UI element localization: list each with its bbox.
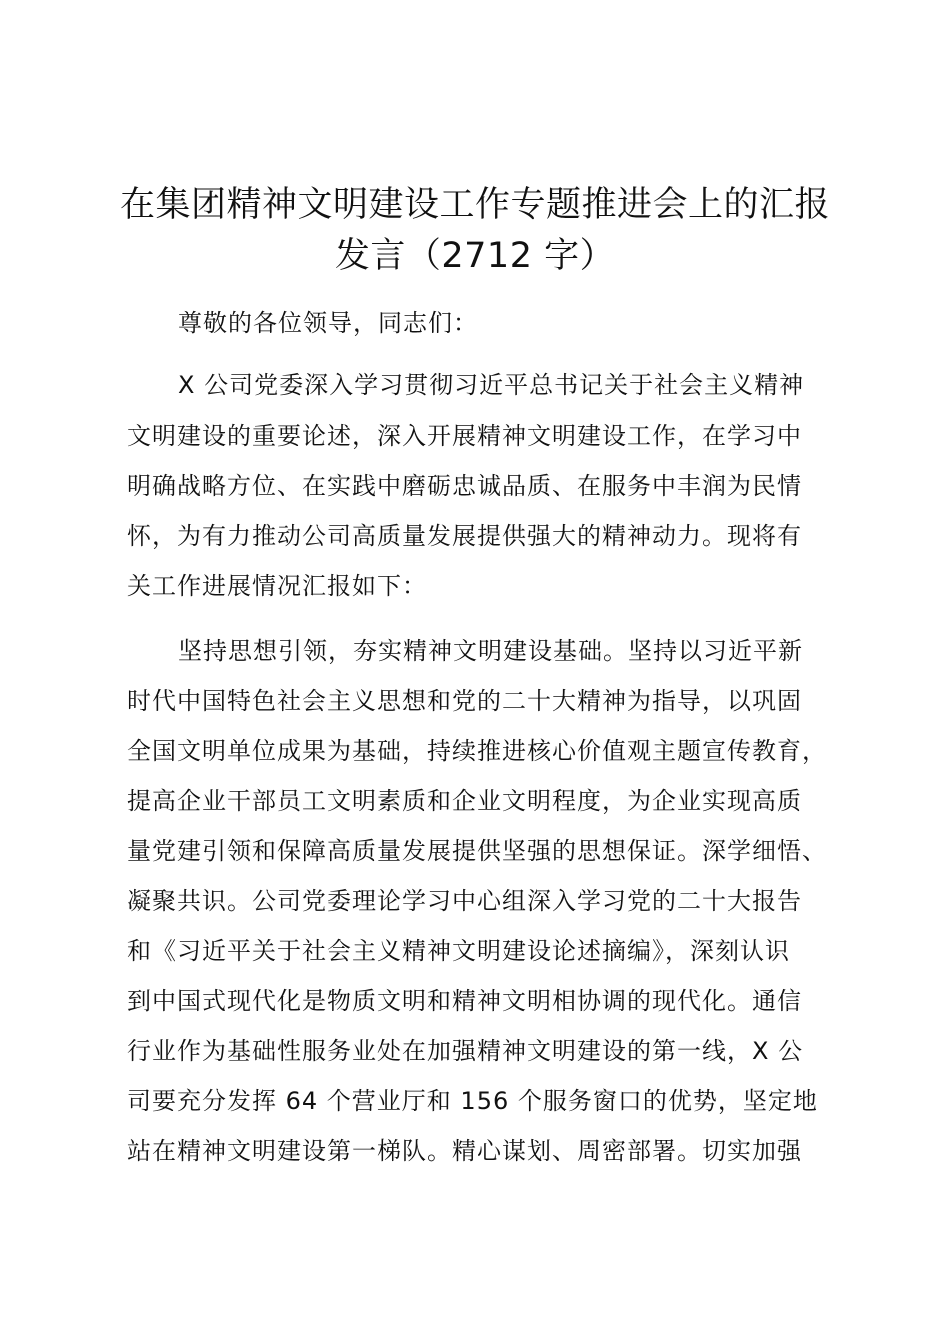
paragraph-line: 行业作为基础性服务业处在加强精神文明建设的第一线，X 公 [127,1037,804,1065]
paragraph-line: 提高企业干部员工文明素质和企业文明程度，为企业实现高质 [127,787,802,815]
paragraph-line: 和《习近平关于社会主义精神文明建设论述摘编》，深刻认识 [127,937,790,965]
paragraph-line: 全国文明单位成果为基础，持续推进核心价值观主题宣传教育， [127,737,827,765]
paragraph-line: 凝聚共识。公司党委理论学习中心组深入学习党的二十大报告 [127,887,802,915]
paragraph-line: 时代中国特色社会主义思想和党的二十大精神为指导，以巩固 [127,687,802,715]
title-line-2: 发言（2712 字） [334,236,616,276]
paragraph-line: 明确战略方位、在实践中磨砺忠诚品质、在服务中丰润为民情 [127,472,802,500]
paragraph-line: 关工作进展情况汇报如下： [127,572,427,600]
title-line-1: 在集团精神文明建设工作专题推进会上的汇报 [119,185,830,225]
paragraph-line: 坚持思想引领，夯实精神文明建设基础。坚持以习近平新 [178,637,803,665]
paragraph-line: 司要充分发挥 64 个营业厅和 156 个服务窗口的优势，坚定地 [127,1087,818,1115]
paragraph-line: 站在精神文明建设第一梯队。精心谋划、周密部署。切实加强 [127,1137,802,1165]
document-title [100,180,850,282]
paragraph-line: 量党建引领和保障高质量发展提供坚强的思想保证。深学细悟、 [127,837,827,865]
paragraph-line: 怀，为有力推动公司高质量发展提供强大的精神动力。现将有 [127,522,802,550]
paragraph-line: X 公司党委深入学习贯彻习近平总书记关于社会主义精神 [178,371,805,399]
salutation: 尊敬的各位领导，同志们： [178,309,478,337]
paragraph-line: 到中国式现代化是物质文明和精神文明相协调的现代化。通信 [127,987,802,1015]
paragraph-line: 文明建设的重要论述，深入开展精神文明建设工作，在学习中 [127,422,802,450]
